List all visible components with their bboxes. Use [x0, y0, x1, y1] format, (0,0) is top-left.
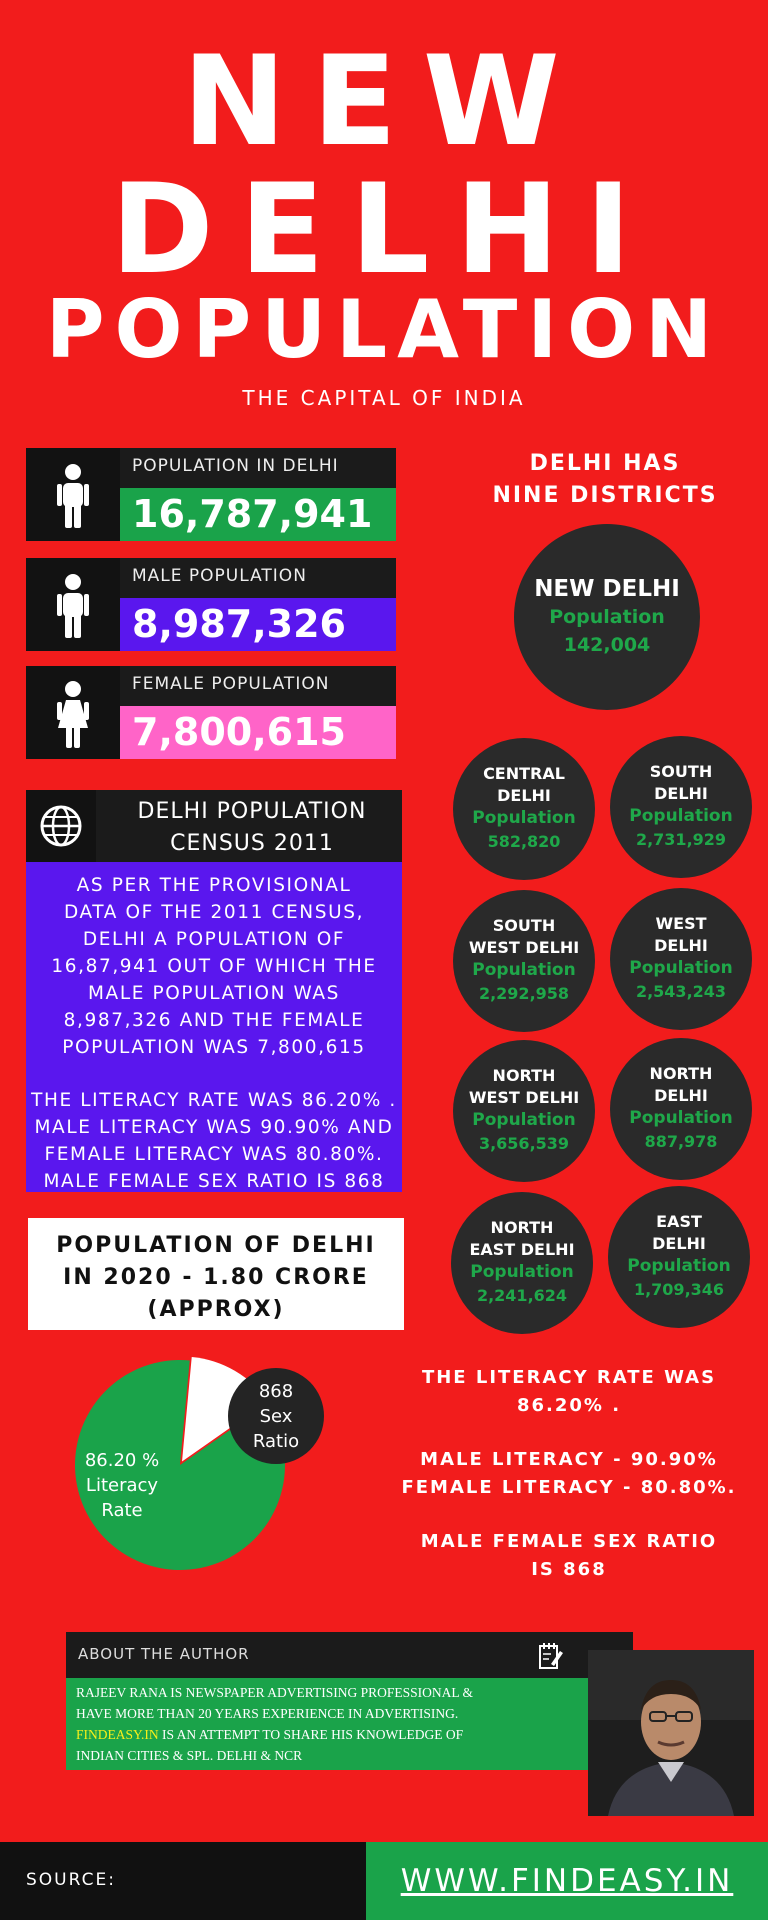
census-body [26, 862, 402, 1192]
district-north-delhi: NORTH DELHI Population 887,978 [610, 1038, 752, 1180]
census-line: MALE LITERACY WAS 90.90% AND [34, 1117, 394, 1138]
sex-ratio-badge: 868 Sex Ratio [228, 1368, 324, 1464]
about-title: ABOUT THE AUTHOR [78, 1645, 250, 1663]
district-south-west-delhi: SOUTH WEST DELHI Population 2,292,958 [453, 890, 595, 1032]
footer-source [0, 1842, 366, 1920]
stat-total-population [26, 448, 396, 541]
footer-url-panel [366, 1842, 768, 1920]
district-central-delhi: CENTRAL DELHI Population 582,820 [453, 738, 595, 880]
stat-female-population [26, 666, 396, 759]
census-line: FEMALE LITERACY WAS 80.80%. [44, 1144, 384, 1165]
globe-icon [26, 790, 96, 862]
stat-value: 7,800,615 [120, 706, 396, 759]
about-author-header [66, 1632, 633, 1678]
gender-literacy-text: MALE LITERACY - 90.90% FEMALE LITERACY - 80.80%. [401, 1449, 737, 1498]
website-link[interactable]: WWW.FINDEASY.IN [400, 1863, 734, 1899]
census-title: DELHI POPULATION CENSUS 2011 [137, 799, 367, 856]
person-icon [26, 448, 120, 541]
district-south-delhi: SOUTH DELHI Population 2,731,929 [610, 736, 752, 878]
district-new-delhi: NEW DELHI Population 142,004 [514, 524, 700, 710]
census-line: 8,987,326 AND THE FEMALE [63, 1010, 365, 1031]
census-line: AS PER THE PROVISIONAL [76, 875, 352, 896]
stat-label: MALE POPULATION [132, 566, 307, 586]
census-line: POPULATION WAS 7,800,615 [62, 1037, 366, 1058]
census-line: 16,87,941 OUT OF WHICH THE [51, 956, 377, 977]
literacy-rate-text: THE LITERACY RATE WAS 86.20% . [421, 1367, 717, 1416]
about-author-body: RAJEEV RANA IS NEWSPAPER ADVERTISING PROFESSIONAL & HAVE MORE THAN 20 YEARS EXPERIENCE IN ADVERTISING. FINDEASY.IN IS AN ATTEMPT TO SHARE HIS KNOWLEDGE OF INDIAN CITIES & SPL. DELHI & NCR [66, 1678, 588, 1770]
source-label: SOURCE: [26, 1870, 116, 1890]
stat-label: FEMALE POPULATION [132, 674, 330, 694]
stat-label: POPULATION IN DELHI [132, 456, 339, 476]
census-line: DATA OF THE 2011 CENSUS, [63, 902, 365, 923]
population-2020-box: POPULATION OF DELHI IN 2020 - 1.80 CRORE (APPROX) [28, 1218, 404, 1330]
brand-link[interactable]: FINDEASY.IN [76, 1727, 159, 1742]
sex-ratio-text: MALE FEMALE SEX RATIO IS 868 [420, 1531, 718, 1580]
literacy-pie-label: 86.20 % Literacy Rate [84, 1450, 160, 1521]
census-line: MALE FEMALE SEX RATIO IS 868 [43, 1171, 385, 1192]
stat-male-population [26, 558, 396, 651]
stat-value: 16,787,941 [120, 488, 396, 541]
author-photo [588, 1650, 754, 1816]
districts-heading: DELHI HAS NINE DISTRICTS [492, 451, 718, 508]
census-line: MALE POPULATION WAS [88, 983, 340, 1004]
stat-value: 8,987,326 [120, 598, 396, 651]
title-new: NEW [182, 30, 586, 174]
district-west-delhi: WEST DELHI Population 2,543,243 [610, 888, 752, 1030]
census-line: THE LITERACY RATE WAS 86.20% . [31, 1090, 397, 1111]
district-north-east-delhi: NORTH EAST DELHI Population 2,241,624 [451, 1192, 593, 1334]
title-population: POPULATION [45, 283, 723, 376]
notepad-icon [538, 1642, 564, 1670]
census-heading [26, 790, 402, 862]
female-icon [26, 666, 120, 759]
subtitle: THE CAPITAL OF INDIA [242, 386, 526, 410]
census-line: DELHI A POPULATION OF [82, 929, 346, 950]
district-north-west-delhi: NORTH WEST DELHI Population 3,656,539 [453, 1040, 595, 1182]
male-icon [26, 558, 120, 651]
district-east-delhi: EAST DELHI Population 1,709,346 [608, 1186, 750, 1328]
title-delhi: DELHI [110, 158, 658, 302]
